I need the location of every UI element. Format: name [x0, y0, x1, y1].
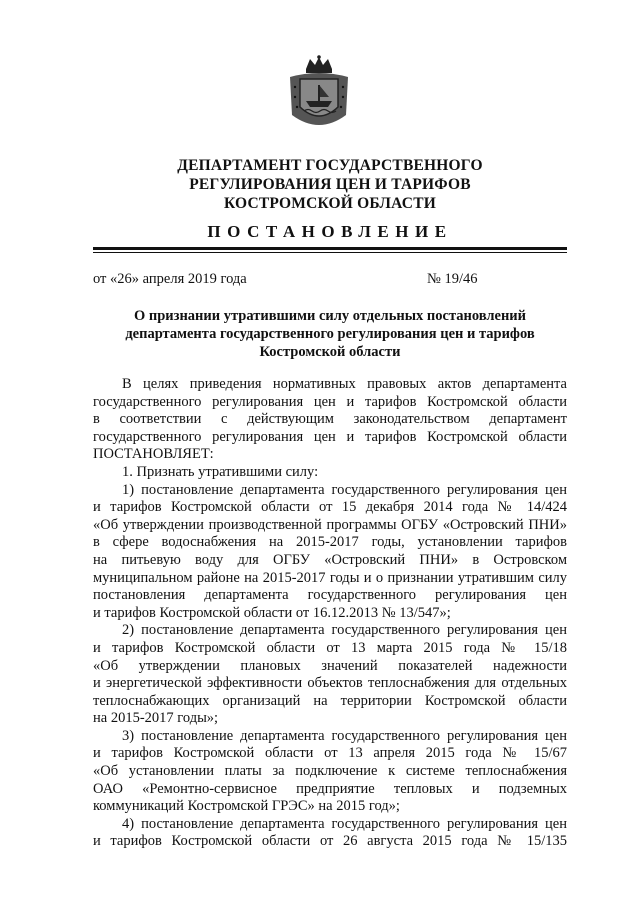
body-line: 1) постановление департамента государственного регулирования цен [122, 481, 567, 498]
header-divider-thick [93, 247, 567, 250]
body-line: и тарифов Костромской области от 26 августа 2015 года № 15/135 [93, 833, 567, 850]
body-line: «Об утверждении плановых значений показателей надежности [93, 657, 567, 674]
body-line: государственного регулирования цен и тарифов Костромской области [93, 428, 567, 445]
body-line: на питьевую воду для ОГБУ «Островский ПНИ» в Островском [93, 551, 567, 568]
coat-of-arms-emblem [286, 55, 352, 135]
document-number: № 19/46 [427, 271, 478, 287]
body-line: ОАО «Ремонтно-сервисное предприятие тепловых и подземных [93, 780, 567, 797]
body-line: и тарифов Костромской области от 13 марта 2015 года № 15/18 [93, 639, 567, 656]
body-line: теплоснабжающих организаций на территории Костромской области [93, 692, 567, 709]
body-line: государственного регулирования цен и тарифов Костромской области [93, 393, 567, 410]
header-divider-thin [93, 252, 567, 253]
body-line: муниципальном районе на 2015-2017 годы и о признании утратившим силу [93, 569, 567, 586]
body-line: и энергетической эффективности объектов теплоснабжения для отдельных [93, 675, 567, 692]
body-line: 1. Признать утратившими силу: [122, 463, 319, 480]
body-line: «Об утверждении производственной программы ОГБУ «Островский ПНИ» [93, 516, 567, 533]
department-name [80, 156, 580, 213]
body-line: ПОСТАНОВЛЯЕТ: [93, 446, 214, 463]
body-line: и тарифов Костромской области от 16.12.2013 № 13/547»; [93, 604, 451, 621]
body-line: и тарифов Костромской области от 13 апреля 2015 года № 15/67 [93, 745, 567, 762]
document-body [93, 376, 567, 851]
body-line: коммуникаций Костромской ГРЭС» на 2015 год»; [93, 798, 400, 815]
subject-line: департамента государственного регулирования цен и тарифов [125, 326, 535, 342]
document-type-title: ПОСТАНОВЛЕНИЕ [207, 222, 453, 241]
body-line: «Об установлении платы за подключение к системе теплоснабжения [93, 763, 567, 780]
subject-line: Костромской области [259, 344, 401, 360]
department-line: КОСТРОМСКОЙ ОБЛАСТИ [223, 195, 436, 212]
body-line: в сфере водоснабжения на 2015-2017 годы, установлении тарифов [93, 534, 567, 551]
body-line: в соответствии с действующим законодательством департамент [93, 411, 567, 428]
body-line: на 2015-2017 годы»; [93, 710, 219, 727]
body-line: 2) постановление департамента государственного регулирования цен [122, 622, 567, 639]
body-line: постановления департамента государственного регулирования цен [93, 587, 567, 604]
body-line: 4) постановление департамента государственного регулирования цен [122, 815, 567, 832]
subject-line: О признании утратившими силу отдельных постановлений [133, 308, 527, 324]
body-line: 3) постановление департамента государственного регулирования цен [122, 727, 567, 744]
document-subject [93, 307, 567, 361]
document-date: от «26» апреля 2019 года [93, 271, 247, 287]
department-line: РЕГУЛИРОВАНИЯ ЦЕН И ТАРИФОВ [189, 176, 471, 193]
body-line: В целях приведения нормативных правовых актов департамента [122, 376, 567, 392]
body-line: и тарифов Костромской области от 15 декабря 2014 года № 14/424 [93, 499, 567, 516]
department-line: ДЕПАРТАМЕНТ ГОСУДАРСТВЕННОГО [177, 157, 483, 174]
